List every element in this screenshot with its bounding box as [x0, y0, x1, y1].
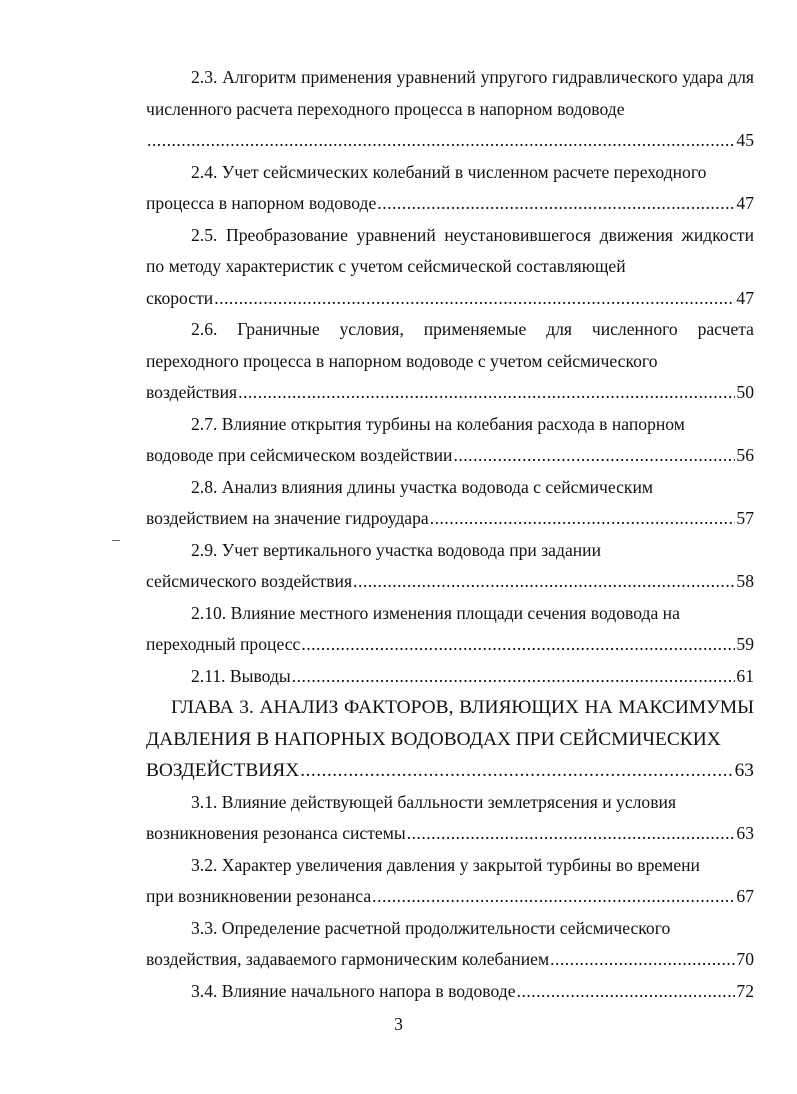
toc-entry-2-3 — [146, 62, 754, 157]
dot-leader — [407, 818, 736, 850]
toc-entry-leader-line — [146, 944, 754, 976]
table-of-contents — [146, 62, 754, 1007]
toc-entry-2-9 — [146, 535, 754, 598]
toc-entry-leader-line — [146, 976, 754, 1008]
toc-entry-title: 2.5. Преобразование уравнений неустановившегося движения жидкости по методу характеристик с учетом сейсмической составляющей — [146, 224, 754, 276]
toc-entry-title-end: возникновения резонанса системы — [146, 823, 406, 843]
dot-leader — [550, 944, 735, 976]
toc-entry-leader-line — [146, 818, 754, 850]
margin-mark — [112, 540, 120, 541]
toc-chapter-title-end: ВОЗДЕЙСТВИЯХ — [146, 760, 300, 781]
toc-entry-title: 2.4. Учет сейсмических колебаний в численном расчете переходного — [191, 161, 707, 182]
dot-leader — [300, 755, 733, 787]
toc-entry-2-4 — [146, 157, 754, 220]
toc-entry-title: 3.3. Определение расчетной продолжительности сейсмического — [191, 917, 671, 938]
toc-entry-leader-line — [146, 188, 754, 220]
toc-page-number: 72 — [736, 980, 754, 1001]
toc-entry-title-end: скорости — [146, 287, 214, 308]
toc-page-number: 58 — [736, 571, 754, 591]
toc-entry-leader-line — [146, 377, 754, 409]
dot-leader — [147, 125, 735, 157]
toc-entry-title-end: водоводе при сейсмическом воздействии — [146, 445, 453, 465]
dot-leader — [353, 566, 735, 598]
toc-entry-title-end: сейсмического воздействия — [146, 571, 353, 591]
toc-entry-leader-line — [146, 661, 754, 693]
dot-leader — [377, 188, 735, 220]
toc-entry-title: 2.10. Влияние местного изменения площади сечения водовода на — [191, 602, 680, 623]
toc-chapter-title: ГЛАВА 3. АНАЛИЗ ФАКТОРОВ, ВЛИЯЮЩИХ НА МАКСИМУМЫ ДАВЛЕНИЯ В НАПОРНЫХ ВОДОВОДАХ ПРИ СЕЙСМИЧЕСКИХ — [146, 697, 754, 750]
toc-entry-leader-line — [146, 503, 754, 535]
toc-page-number: 70 — [736, 949, 754, 969]
toc-page-number: 59 — [736, 634, 754, 654]
toc-entry-title-end: при возникновении резонанса — [146, 886, 372, 906]
toc-entry-2-6 — [146, 314, 754, 409]
dot-leader — [214, 283, 735, 315]
toc-entry-3-3 — [146, 913, 754, 976]
toc-entry-3-2 — [146, 850, 754, 913]
toc-entry-2-7 — [146, 409, 754, 472]
toc-entry-title: 3.2. Характер увеличения давления у закрытой турбины во времени — [191, 854, 700, 875]
toc-entry-leader-line — [146, 566, 754, 598]
toc-entry-title: 2.8. Анализ влияния длины участка водовода с сейсмическим — [191, 476, 653, 497]
toc-page-number: 50 — [736, 382, 754, 402]
toc-entry-2-5 — [146, 220, 754, 315]
dot-leader — [453, 440, 735, 472]
dot-leader — [430, 503, 736, 535]
toc-entry-leader-line — [146, 125, 754, 157]
toc-page-number: 63 — [734, 760, 754, 781]
toc-entry-leader-line — [146, 755, 754, 787]
toc-page-number: 67 — [736, 886, 754, 906]
toc-page-number: 57 — [736, 508, 754, 528]
toc-page-number: 61 — [736, 665, 754, 686]
toc-entry-3-4 — [146, 976, 754, 1008]
toc-entry-2-8 — [146, 472, 754, 535]
toc-chapter-3 — [146, 692, 754, 787]
toc-entry-3-1 — [146, 787, 754, 850]
toc-page-number: 47 — [736, 287, 754, 308]
toc-entry-title: 2.6. Граничные условия, применяемые для численного расчета переходного процесса в напорном водоводе с учетом сейсмического — [146, 319, 754, 371]
toc-entry-title: 2.3. Алгоритм применения уравнений упругого гидравлического удара для численного расчета переходного процесса в напорном водоводе — [146, 67, 754, 119]
toc-entry-leader-line — [146, 283, 754, 315]
toc-entry-2-10 — [146, 598, 754, 661]
toc-entry-title: 3.4. Влияние начального напора в водоводе — [191, 980, 516, 1001]
dot-leader — [372, 881, 735, 913]
toc-page-number: 45 — [736, 130, 754, 150]
toc-entry-title-end: переходный процесс — [146, 634, 301, 654]
toc-entry-title-end: воздействия, задаваемого гармоническим колебанием — [146, 949, 550, 969]
toc-entry-title: 3.1. Влияние действующей балльности землетрясения и условия — [191, 791, 677, 812]
page-number: 3 — [394, 1014, 403, 1034]
toc-entry-title: 2.11. Выводы — [191, 665, 291, 686]
toc-page-number: 47 — [736, 193, 754, 213]
toc-entry-leader-line — [146, 881, 754, 913]
toc-entry-title-end: процесса в напорном водоводе — [146, 193, 377, 213]
toc-entry-2-11 — [146, 661, 754, 693]
dot-leader — [517, 976, 736, 1008]
toc-entry-title: 2.9. Учет вертикального участка водовода при задании — [191, 539, 601, 560]
toc-entry-leader-line — [146, 629, 754, 661]
toc-page-number: 56 — [736, 445, 754, 465]
toc-entry-leader-line — [146, 440, 754, 472]
toc-entry-title-end: воздействия — [146, 382, 238, 402]
dot-leader — [238, 377, 735, 409]
toc-page-number: 63 — [736, 823, 754, 843]
dot-leader — [292, 661, 736, 693]
toc-entry-title: 2.7. Влияние открытия турбины на колебания расхода в напорном — [191, 413, 685, 434]
toc-entry-title-end: воздействием на значение гидроудара — [146, 508, 429, 528]
dot-leader — [301, 629, 735, 661]
